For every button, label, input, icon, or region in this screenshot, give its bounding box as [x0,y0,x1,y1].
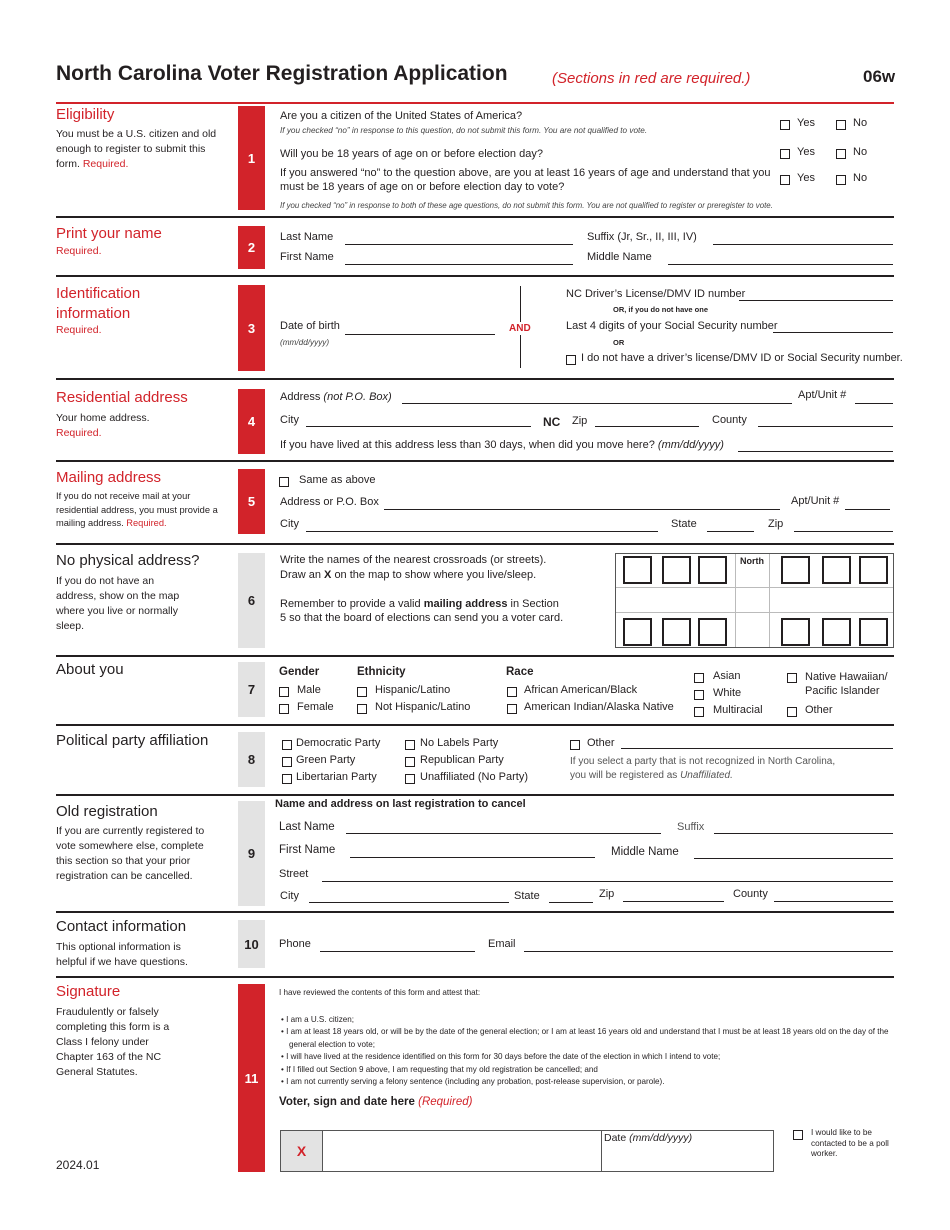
residential-address-label: Address (not P.O. Box) [280,391,392,403]
last-name-label: Last Name [280,231,334,243]
map-block [623,618,652,646]
multiracial-checkbox[interactable] [694,707,704,717]
signature-field[interactable] [322,1131,601,1171]
male-label: Male [297,684,321,696]
section-10-number: 10 [238,920,265,968]
no-id-checkbox[interactable] [566,355,576,365]
map-block [662,618,691,646]
section-6-desc: If you do not have an address, show on the map where you live or normally sleep. [56,575,180,632]
section-divider [56,216,894,218]
same-as-above-checkbox[interactable] [279,477,289,487]
section-5-title: Mailing address [56,469,162,486]
map-block [698,618,727,646]
or-none-label: OR, if you do not have one [613,305,709,314]
mailing-city-label: City [280,518,299,530]
map-block [623,556,652,584]
old-registration-heading: Name and address on last registration to cancel [275,798,526,810]
poll-worker-label: I would like to be contacted to be a poll worker. [811,1128,889,1158]
citizen-no-label: No [853,117,868,129]
section-3-title: Identification information [56,285,141,322]
section-6-title: No physical address? [56,552,200,569]
poll-worker-checkbox[interactable] [793,1130,803,1140]
section-9-number: 9 [238,801,265,906]
democratic-checkbox[interactable] [282,740,292,750]
green-checkbox[interactable] [282,757,292,767]
old-street-label: Street [279,868,309,880]
ethnicity-heading: Ethnicity [357,666,406,678]
citizen-yes-checkbox[interactable] [780,120,790,130]
location-map[interactable] [615,553,894,648]
section-divider [56,102,894,104]
section-2-number: 2 [238,226,265,269]
party-other-checkbox[interactable] [570,740,580,750]
section-3-number: 3 [238,285,265,371]
mailing-apt-field[interactable] [845,509,890,510]
old-zip-label: Zip [599,888,615,900]
unaffiliated-label: Unaffiliated (No Party) [420,771,529,783]
preregister-no-checkbox[interactable] [836,175,846,185]
male-checkbox[interactable] [279,687,289,697]
old-last-name-field[interactable] [346,833,661,834]
suffix-field[interactable] [713,244,893,245]
old-middle-name-field[interactable] [694,858,893,859]
citizen-no-checkbox[interactable] [836,120,846,130]
unaffiliated-checkbox[interactable] [405,774,415,784]
section-1-desc: You must be a U.S. citizen and old enough to register to submit this form. Required. [56,128,217,170]
first-name-field[interactable] [345,264,573,265]
map-block [859,556,888,584]
old-last-name-label: Last Name [279,821,335,833]
dob-format: (mm/dd/yyyy) [280,338,330,347]
map-vertical-road [735,554,770,647]
section-7-title: About you [56,661,124,678]
libertarian-checkbox[interactable] [282,774,292,784]
section-divider [56,724,894,726]
section-divider [56,655,894,657]
party-other-field[interactable] [621,748,893,749]
attestation-intro: I have reviewed the contents of this form and attest that: [279,988,481,997]
map-north-label: North [740,556,764,566]
age-no-label: No [853,146,868,158]
no-labels-checkbox[interactable] [405,740,415,750]
white-label: White [713,687,742,699]
dob-field[interactable] [345,334,495,335]
residential-zip-field[interactable] [595,426,699,427]
preregister-no-label: No [853,172,868,184]
sign-label: Voter, sign and date here (Required) [279,1096,473,1108]
map-block [698,556,727,584]
dl-field[interactable] [739,300,893,301]
section-8-title: Political party affiliation [56,732,209,749]
last-name-field[interactable] [345,244,573,245]
old-zip-field[interactable] [623,901,724,902]
map-block [822,556,851,584]
residential-apt-label: Apt/Unit # [798,389,847,401]
green-label: Green Party [296,754,356,766]
section-4-desc: Your home address. Required. [56,412,150,439]
moved-date-field[interactable] [738,451,893,452]
mailing-zip-field[interactable] [794,531,893,532]
form-version: 2024.01 [56,1158,100,1172]
section-9-title: Old registration [56,803,158,820]
section-7-number: 7 [238,662,265,717]
section-divider [56,794,894,796]
old-street-field[interactable] [322,881,893,882]
pacific-islander-checkbox[interactable] [787,673,797,683]
preregister-question-line2: must be 18 years of age on or before election day to vote? [280,181,565,193]
and-label: AND [509,323,531,334]
moved-date-label: If you have lived at this address less than 30 days, when did you move here? (mm/dd/yyyy) [280,439,724,451]
section-9-desc: If you are currently registered to vote somewhere else, complete this section so that your prior registration can be cancelled. [56,825,205,882]
preregister-yes-checkbox[interactable] [780,175,790,185]
attestation-item: • I am not currently serving a felony sentence (including any probation, post-release supervision, or parole). [281,1077,665,1087]
party-other-label: Other [587,737,615,749]
no-labels-label: No Labels Party [420,737,499,749]
old-state-field[interactable] [549,902,593,903]
old-suffix-field[interactable] [714,833,893,834]
hispanic-label: Hispanic/Latino [375,684,451,696]
female-label: Female [297,701,334,713]
page-subtitle: (Sections in red are required.) [552,70,751,87]
democratic-label: Democratic Party [296,737,381,749]
signature-date-field[interactable] [601,1131,773,1171]
mailing-apt-label: Apt/Unit # [791,495,840,507]
section-10-title: Contact information [56,918,187,935]
middle-name-field[interactable] [668,264,893,265]
mailing-zip-label: Zip [768,518,784,530]
attestation-item: • I am at least 18 years old, or will be by the date of the general election; or I am at least 16 years old and understand that I must be at least 18 years old on the day of the general election to vote; [281,1027,889,1049]
age-yes-checkbox[interactable] [780,149,790,159]
race-heading: Race [506,666,534,678]
form-code: 06w [863,67,896,86]
suffix-label: Suffix (Jr, Sr., II, III, IV) [587,231,697,243]
attestation-item: • If I filled out Section 9 above, I am requesting that my old registration be cancelled; and [281,1064,598,1074]
asian-label: Asian [713,670,741,682]
age-note: If you checked “no” in response to both of these age questions, do not submit this form. You are not qualified to register or preregister to vote. [280,201,773,210]
asian-checkbox[interactable] [694,673,704,683]
email-field[interactable] [524,951,893,952]
page-title: North Carolina Voter Registration Application [56,62,508,85]
dob-label: Date of birth [280,320,340,332]
section-2-title: Print your name [56,225,162,242]
republican-checkbox[interactable] [405,757,415,767]
residential-county-field[interactable] [758,426,893,427]
section-divider [56,378,894,380]
attestation-list [279,1014,891,1088]
phone-field[interactable] [320,951,475,952]
signature-x-mark: X [281,1131,322,1171]
first-name-label: First Name [280,251,334,263]
republican-label: Republican Party [420,754,504,766]
not-hispanic-checkbox[interactable] [357,704,367,714]
map-block [822,618,851,646]
age-no-checkbox[interactable] [836,149,846,159]
mailing-address-field[interactable] [384,509,780,510]
residential-address-field[interactable] [402,403,792,404]
old-city-label: City [280,890,299,902]
mailing-address-label: Address or P.O. Box [280,496,379,508]
hispanic-checkbox[interactable] [357,687,367,697]
map-block [662,556,691,584]
section-4-number: 4 [238,389,265,454]
old-city-field[interactable] [309,902,509,903]
email-label: Email [488,938,516,950]
residential-zip-label: Zip [572,415,588,427]
section-8-number: 8 [238,732,265,787]
section-divider [56,275,894,277]
attestation-item: • I am a U.S. citizen; [281,1015,355,1024]
section-divider [56,543,894,545]
old-county-label: County [733,888,768,900]
citizen-yes-label: Yes [797,117,815,129]
white-checkbox[interactable] [694,690,704,700]
section-6-number: 6 [238,553,265,648]
citizen-note: If you checked “no” in response to this question, do not submit this form. You are not qualified to vote. [280,126,648,135]
section-2-required: Required. [56,245,102,257]
section-5-desc: If you do not receive mail at your residential address, you must provide a mailing address. Required. [56,491,218,528]
section-11-number: 11 [238,984,265,1172]
attestation-item: • I will have lived at the residence identified on this form for 30 days before the date of the election in which I intend to vote; [281,1052,721,1062]
age-yes-label: Yes [797,146,815,158]
preregister-yes-label: Yes [797,172,815,184]
residential-state: NC [543,415,561,429]
race-other-checkbox[interactable] [787,707,797,717]
mailing-state-field[interactable] [707,531,754,532]
ssn-label: Last 4 digits of your Social Security number [566,320,778,332]
residential-city-field[interactable] [306,426,531,427]
party-note-line1: If you select a party that is not recognized in North Carolina, [570,756,836,767]
old-first-name-label: First Name [279,844,336,856]
ssn-field[interactable] [773,332,893,333]
draw-x-instruction: Draw an X on the map to show where you live/sleep. [280,569,537,581]
crossroads-instruction: Write the names of the nearest crossroads (or streets). [280,554,547,566]
native-label: American Indian/Alaska Native [524,701,674,713]
libertarian-label: Libertarian Party [296,771,377,783]
black-checkbox[interactable] [507,687,517,697]
residential-apt-field[interactable] [855,403,893,404]
mailing-state-label: State [671,518,697,530]
pacific-islander-label: Native Hawaiian/ Pacific Islander [805,671,888,697]
citizen-question: Are you a citizen of the United States of America? [280,110,523,122]
mailing-city-field[interactable] [306,531,658,532]
mailing-reminder-line1: Remember to provide a valid mailing address in Section [280,598,559,610]
dl-label: NC Driver’s License/DMV ID number [566,288,746,300]
section-divider [56,460,894,462]
residential-city-label: City [280,414,299,426]
or-label: OR [613,338,625,347]
section-1-number: 1 [238,106,265,210]
old-county-field[interactable] [774,901,893,902]
no-id-label: I do not have a driver’s license/DMV ID or Social Security number. [581,352,903,364]
female-checkbox[interactable] [279,704,289,714]
signature-date-label: Date (mm/dd/yyyy) [604,1132,693,1144]
not-hispanic-label: Not Hispanic/Latino [375,701,471,713]
section-3-required: Required. [56,324,102,336]
old-first-name-field[interactable] [350,857,595,858]
gender-heading: Gender [279,666,320,678]
middle-name-label: Middle Name [587,251,652,263]
phone-label: Phone [279,938,311,950]
section-11-title: Signature [56,983,121,1000]
section-4-title: Residential address [56,389,188,406]
multiracial-label: Multiracial [713,704,763,716]
map-block [781,556,810,584]
section-1-title: Eligibility [56,106,115,123]
section-11-desc: Fraudulently or falsely completing this form is a Class I felony under Chapter 163 of the NC General Statutes. [56,1006,170,1078]
section-divider [56,976,894,978]
signature-box [280,1130,774,1172]
party-note-line2: you will be registered as Unaffiliated. [570,770,733,781]
map-block [781,618,810,646]
age-question: Will you be 18 years of age on or before election day? [280,148,543,160]
same-as-above-label: Same as above [299,474,376,486]
race-other-label: Other [805,704,833,716]
section-divider [56,911,894,913]
native-checkbox[interactable] [507,704,517,714]
old-middle-name-label: Middle Name [611,846,679,858]
mailing-reminder-line2: 5 so that the board of elections can send you a voter card. [280,612,564,624]
section-5-number: 5 [238,469,265,534]
preregister-question-line1: If you answered “no” to the question above, are you at least 16 years of age and understand that you [280,167,771,179]
old-suffix-label: Suffix [677,821,705,833]
section-10-desc: This optional information is helpful if we have questions. [56,941,188,968]
black-label: African American/Black [524,684,638,696]
map-block [859,618,888,646]
residential-county-label: County [712,414,747,426]
old-state-label: State [514,890,540,902]
